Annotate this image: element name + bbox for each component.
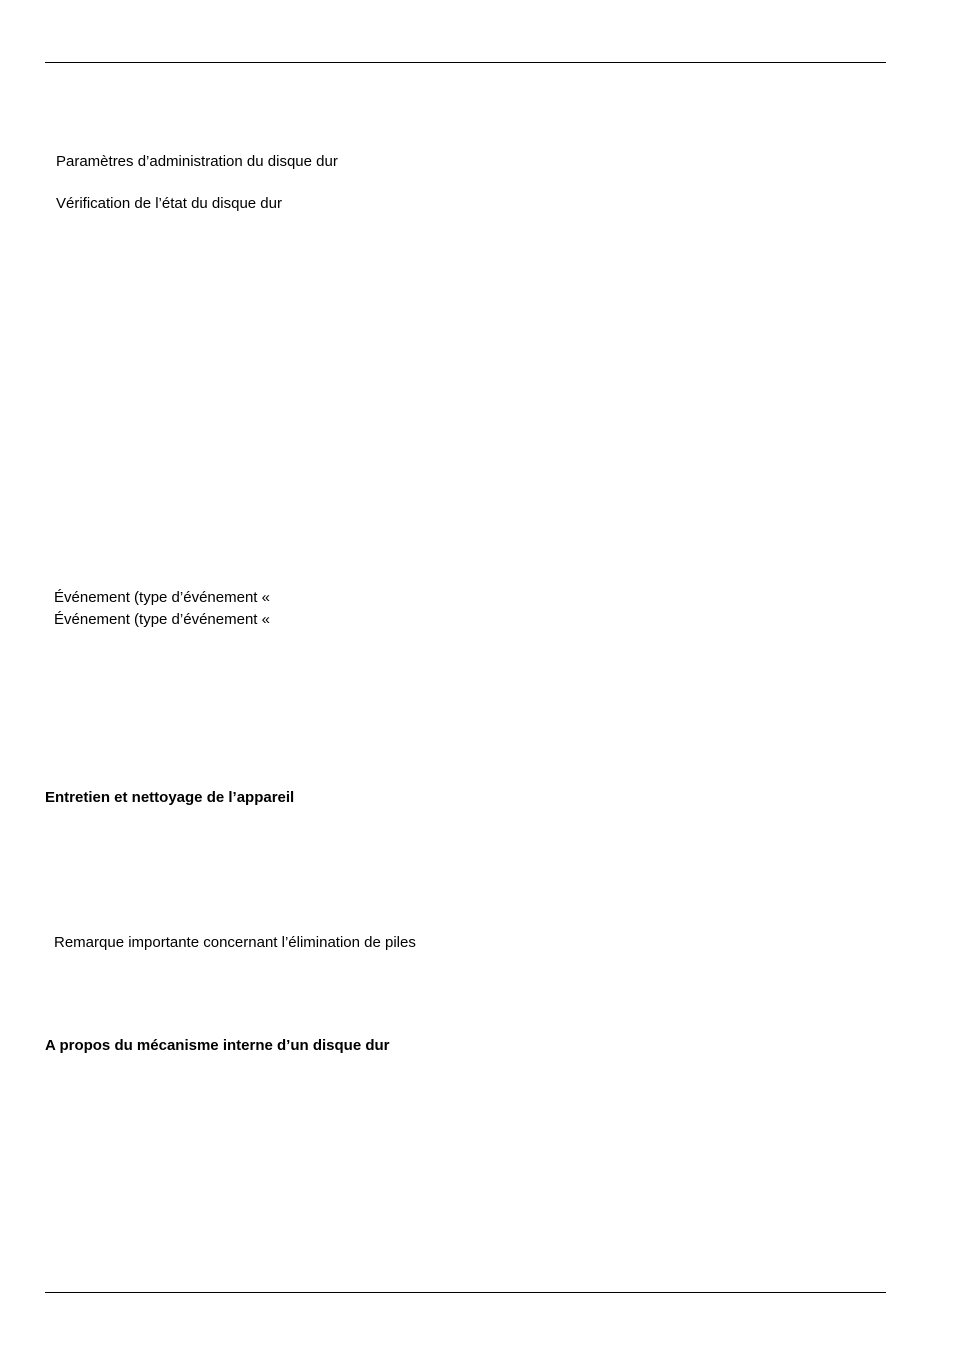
- event-type-text-1: Événement (type d’événement «: [54, 589, 270, 606]
- hdd-admin-settings-text: Paramètres d’administration du disque dur: [56, 153, 338, 170]
- event-type-text-2: Événement (type d’événement «: [54, 611, 270, 628]
- top-divider: [45, 62, 886, 63]
- hdd-status-check-text: Vérification de l’état du disque dur: [56, 195, 282, 212]
- bottom-divider: [45, 1292, 886, 1293]
- battery-disposal-note-text: Remarque importante concernant l’élimination de piles: [54, 934, 416, 951]
- maintenance-heading: Entretien et nettoyage de l’appareil: [45, 789, 295, 806]
- hdd-mechanism-heading: A propos du mécanisme interne d’un disque dur: [45, 1037, 390, 1054]
